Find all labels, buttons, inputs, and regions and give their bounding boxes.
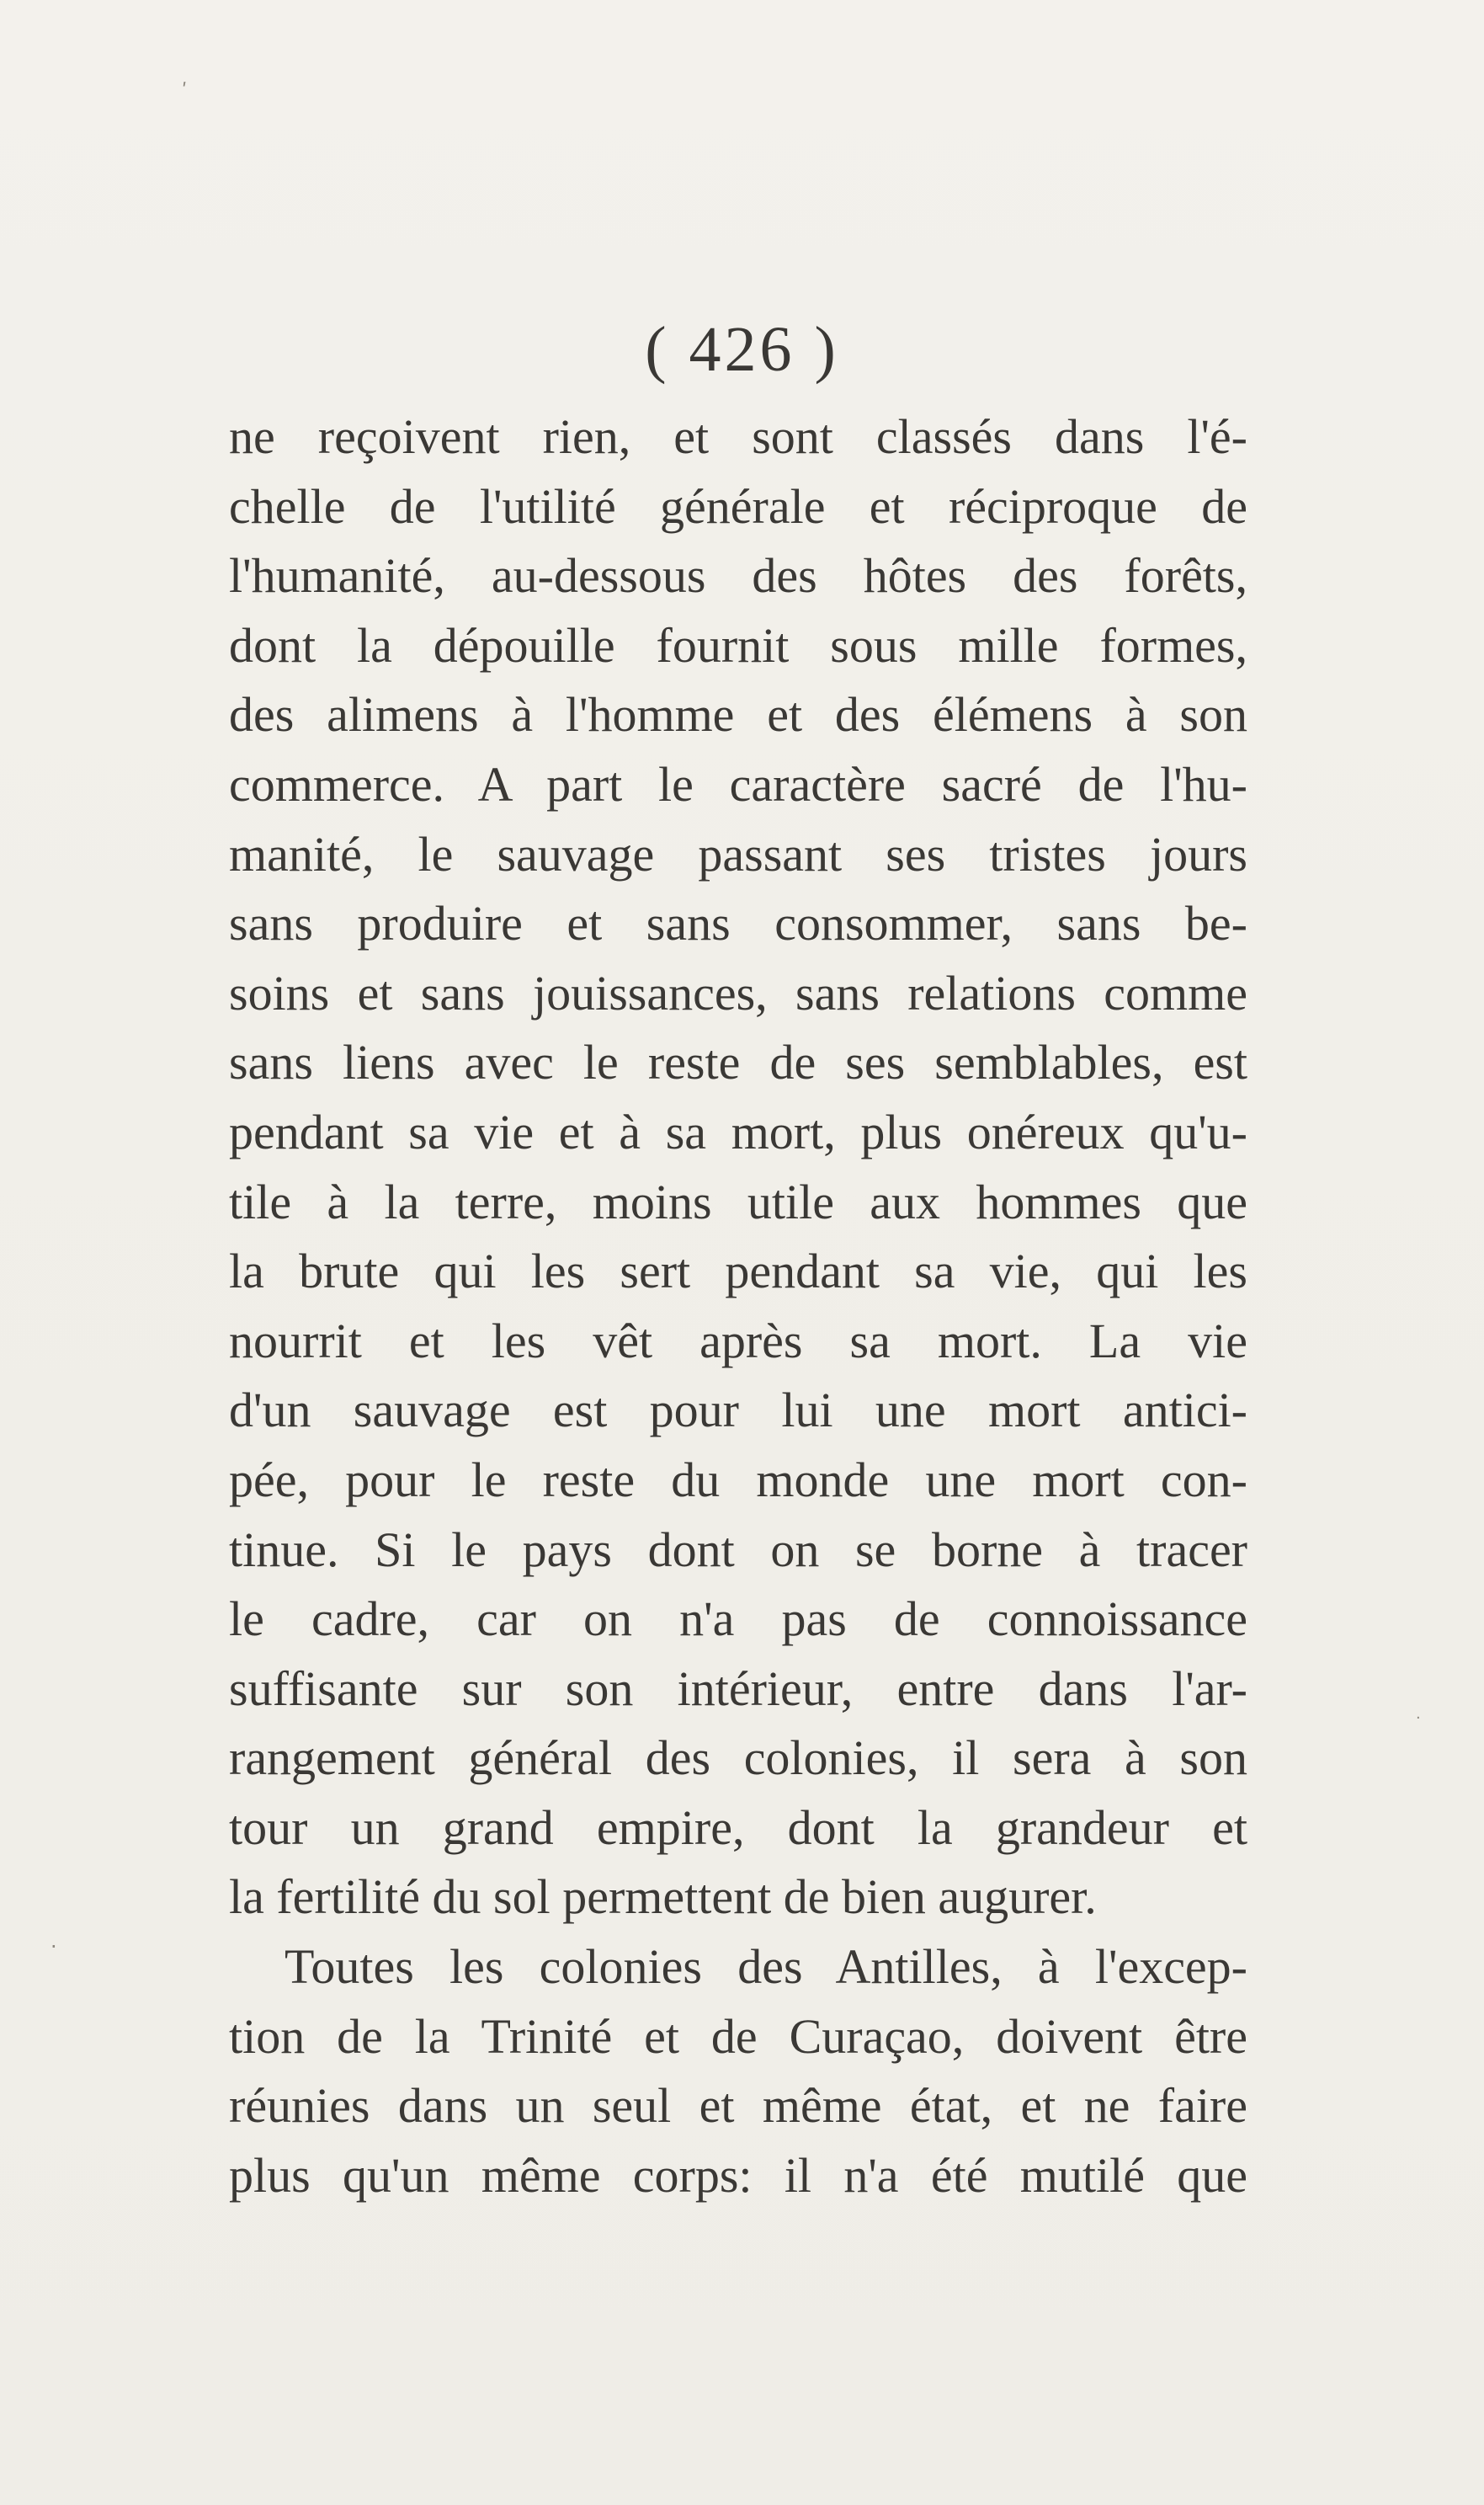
- text-line: chelle de l'utilité générale et réciproque de: [229, 478, 1247, 534]
- text-line: le cadre, car on n'a pas de connoissance: [229, 1591, 1247, 1647]
- text-line: d'un sauvage est pour lui une mort antici-: [229, 1383, 1247, 1438]
- text-line: suffisante sur son intérieur, entre dans l'ar-: [229, 1660, 1247, 1716]
- text-line-paragraph-end: la fertilité du sol permettent de bien augurer.: [229, 1869, 1097, 1925]
- text-line: pendant sa vie et à sa mort, plus onéreux qu'u-: [229, 1104, 1247, 1159]
- text-line: tion de la Trinité et de Curaçao, doivent être: [229, 2008, 1247, 2064]
- text-line: l'humanité, au-dessous des hôtes des forêts,: [229, 548, 1247, 604]
- ink-speck: ·: [51, 1935, 57, 1959]
- text-line: soins et sans jouissances, sans relations comme: [229, 965, 1247, 1021]
- text-line: pée, pour le reste du monde une mort con-: [229, 1452, 1247, 1507]
- text-line-paragraph-start: Toutes les colonies des Antilles, à l'excep-: [285, 1939, 1247, 1995]
- text-line: dont la dépouille fournit sous mille formes,: [229, 617, 1247, 673]
- ink-speck: ʹ: [182, 81, 188, 102]
- text-line: ne reçoivent rien, et sont classés dans l'é-: [229, 409, 1247, 464]
- text-line: rangement général des colonies, il sera à son: [229, 1730, 1247, 1786]
- text-line: plus qu'un même corps: il n'a été mutilé que: [229, 2147, 1247, 2203]
- text-line: tour un grand empire, dont la grandeur et: [229, 1799, 1247, 1855]
- text-line: la brute qui les sert pendant sa vie, qui les: [229, 1244, 1247, 1299]
- text-line: nourrit et les vêt après sa mort. La vie: [229, 1313, 1247, 1368]
- text-line: sans produire et sans consommer, sans be-: [229, 896, 1247, 951]
- text-line: tile à la terre, moins utile aux hommes que: [229, 1174, 1247, 1229]
- ink-speck: ·: [1416, 1709, 1421, 1727]
- text-line: tinue. Si le pays dont on se borne à tracer: [229, 1522, 1247, 1577]
- text-line: réunies dans un seul et même état, et ne faire: [229, 2078, 1247, 2134]
- text-line: des alimens à l'homme et des élémens à son: [229, 687, 1247, 743]
- text-line: commerce. A part le caractère sacré de l'hu-: [229, 756, 1247, 812]
- page-number: ( 426 ): [645, 314, 839, 385]
- body-text: [229, 402, 1247, 2210]
- text-line: sans liens avec le reste de ses semblables, est: [229, 1035, 1247, 1090]
- text-line: manité, le sauvage passant ses tristes jours: [229, 826, 1247, 882]
